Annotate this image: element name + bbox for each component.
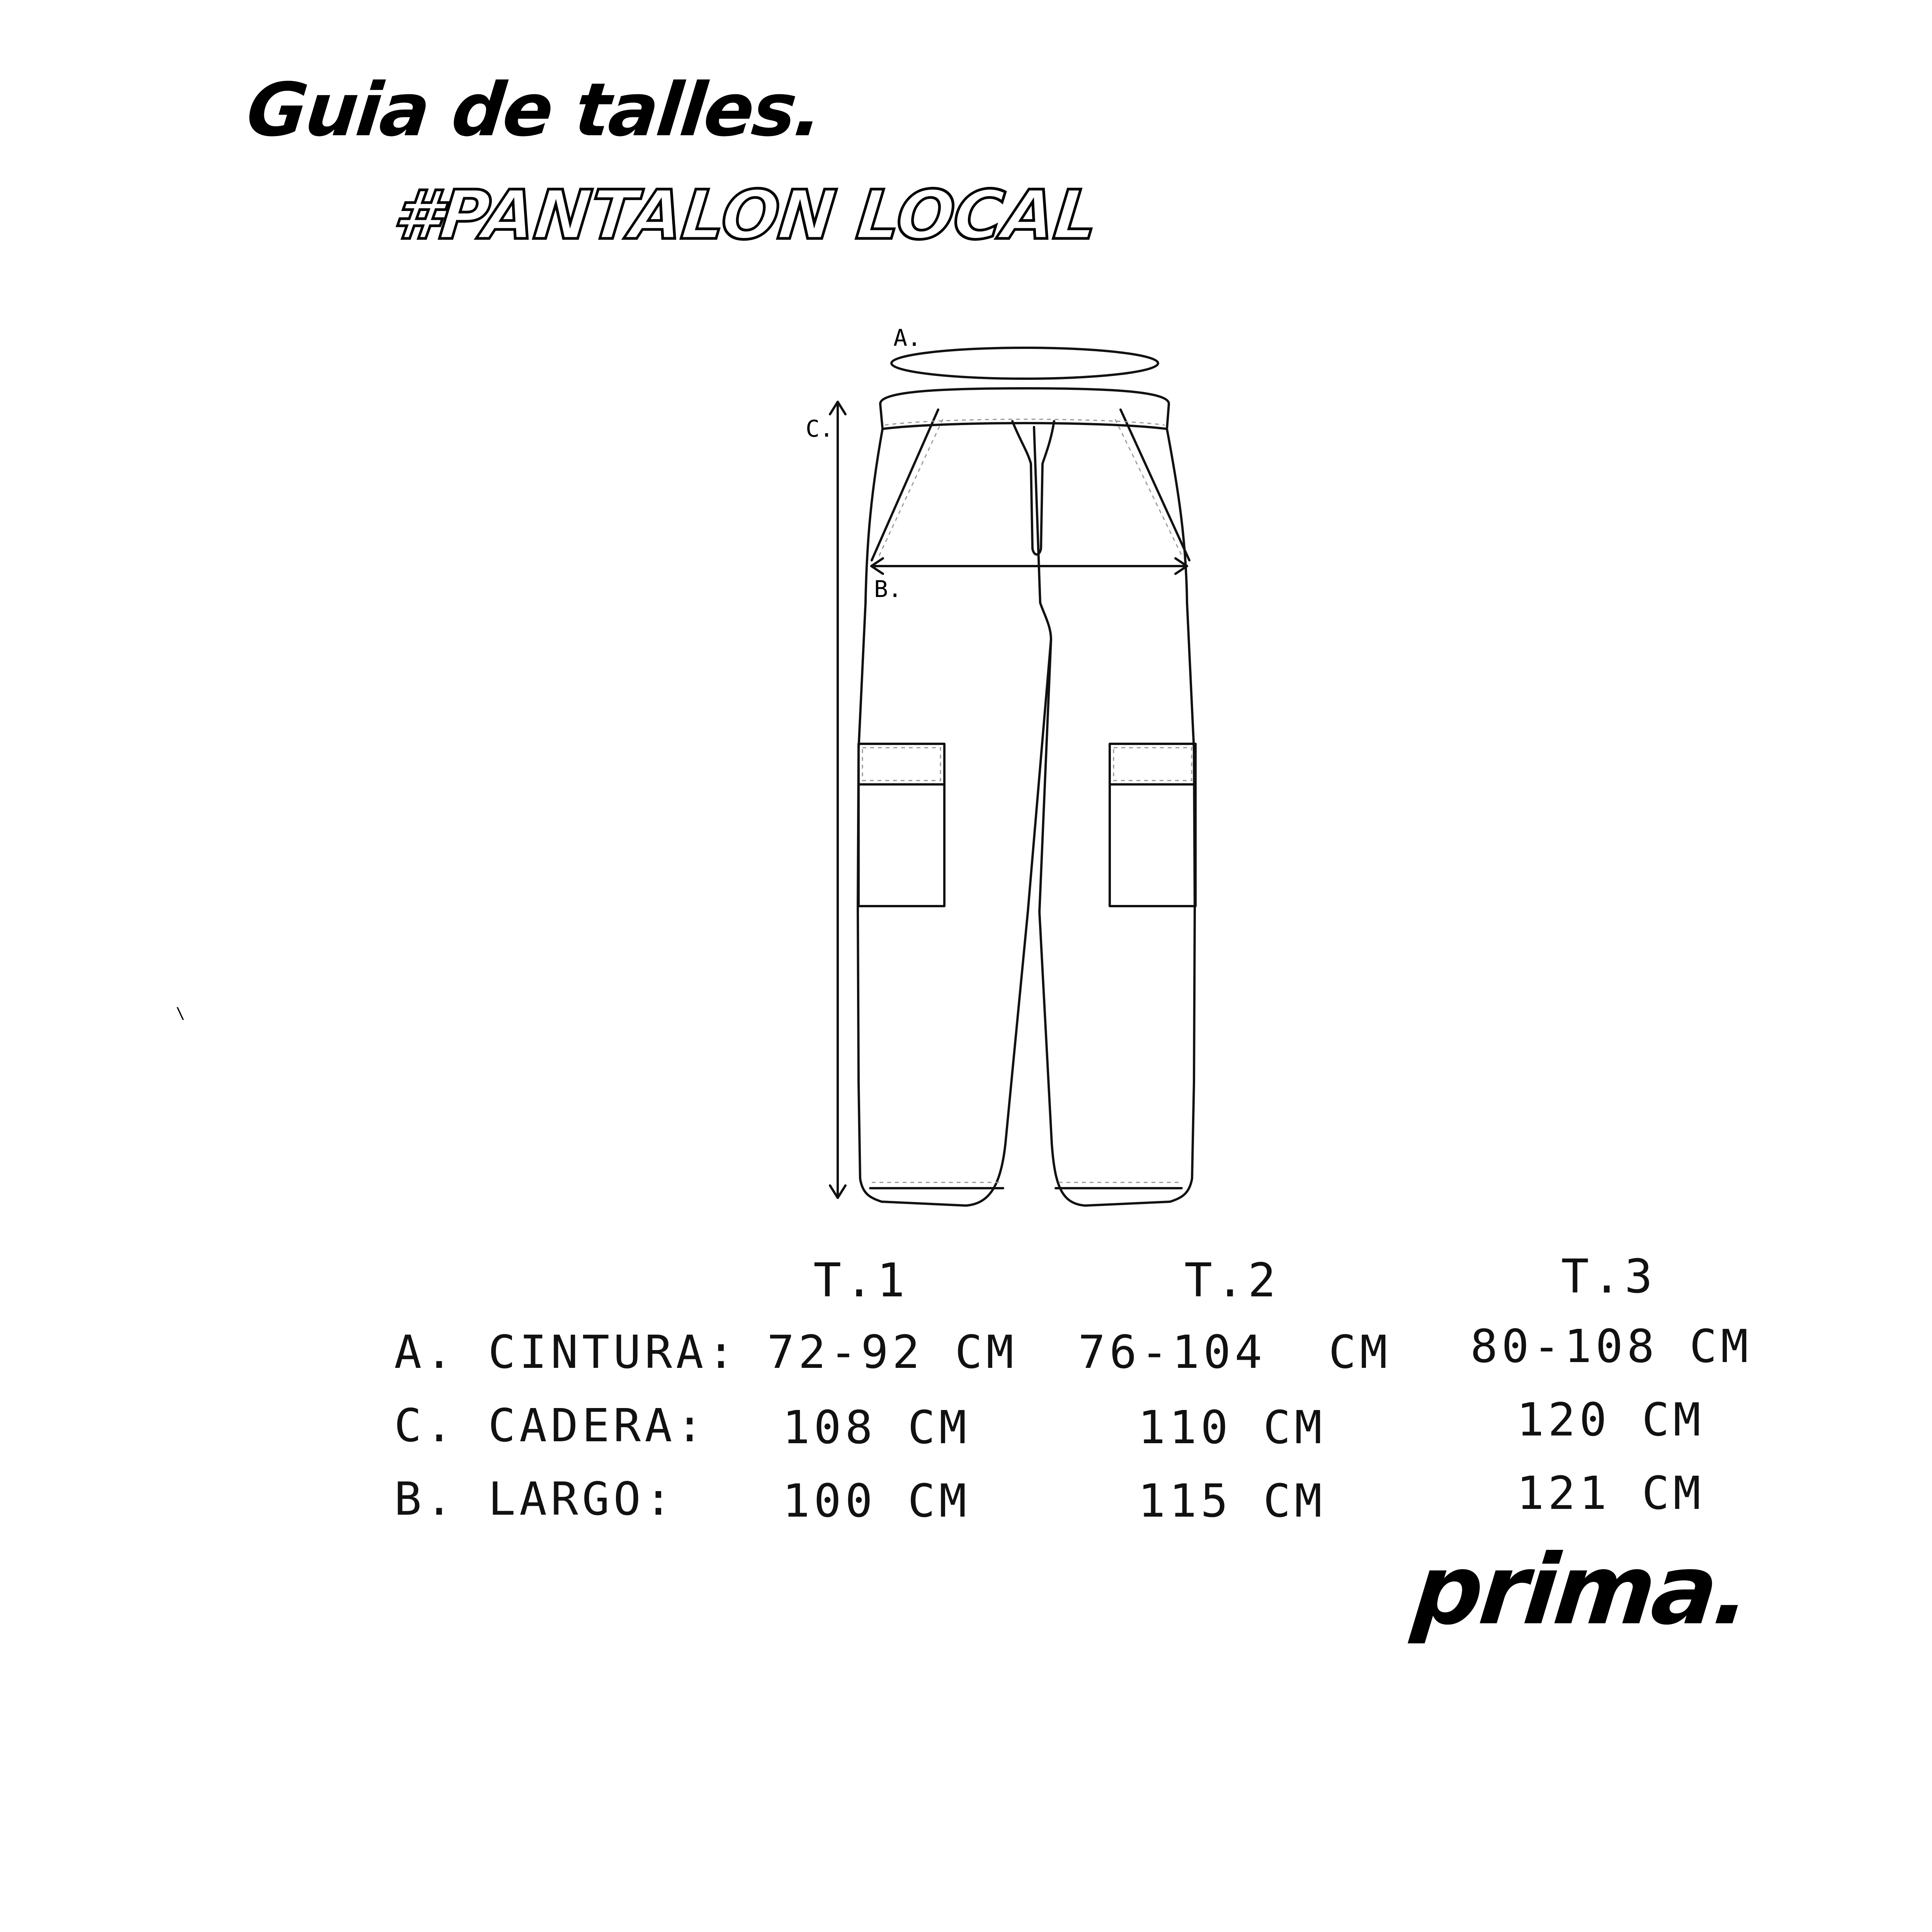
row-label-cadera: C. CADERA: [394,1399,707,1452]
page-title: Guia de talles. [243,67,826,153]
drawstring [1012,421,1054,554]
waist-measure-ellipse [891,348,1158,379]
row-label-largo: B. LARGO: [394,1472,676,1526]
column-header-t3: T.3 [1561,1250,1656,1304]
cell-cintura-t1: 72-92 CM [767,1325,1018,1379]
column-header-t1: T.1 [813,1254,909,1308]
cell-largo-t1: 100 CM [782,1474,971,1527]
label-a: A. [893,325,922,352]
brand-logo: prima. [1408,1534,1754,1646]
label-b: B. [874,576,902,603]
cell-cadera-t2: 110 CM [1138,1401,1326,1454]
cell-largo-t3: 121 CM [1517,1466,1705,1520]
right-cargo-pocket [1110,744,1196,906]
left-cargo-pocket [859,744,944,906]
product-subtitle: #PANTALON LOCAL [390,176,1101,255]
cell-cadera-t1: 108 CM [782,1401,971,1454]
stray-mark-left: \ [176,1005,185,1022]
pants-outline [858,427,1051,1206]
label-c: C. [806,415,834,442]
cell-cintura-t3: 80-108 CM [1470,1320,1752,1373]
right-front-pocket [1121,410,1189,560]
row-label-cintura: A. CINTURA: [394,1325,739,1379]
cell-largo-t2: 115 CM [1138,1474,1326,1527]
pants-outline-right [1039,429,1195,1206]
cell-cadera-t3: 120 CM [1517,1393,1705,1446]
column-header-t2: T.2 [1184,1254,1280,1308]
cell-cintura-t2: 76-104 CM [1078,1325,1391,1379]
